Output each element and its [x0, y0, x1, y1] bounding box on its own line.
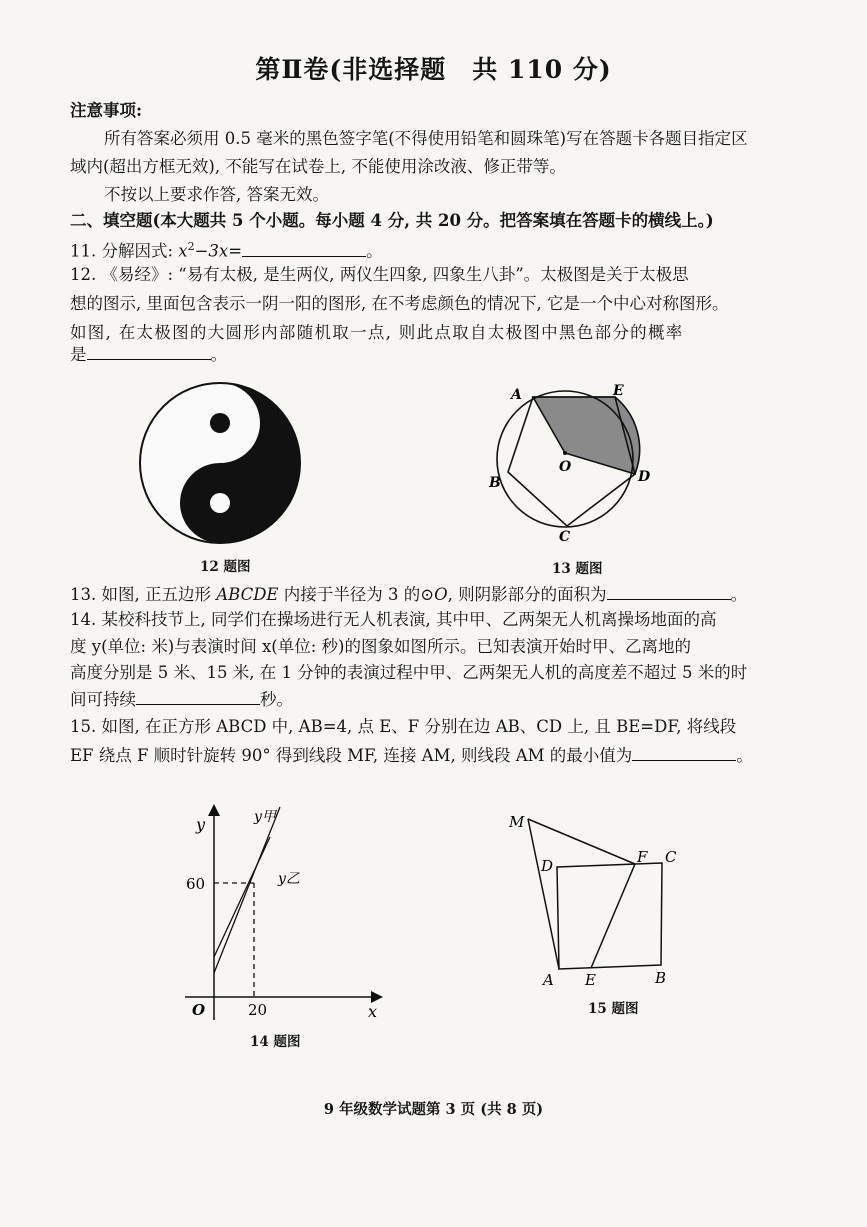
question-15-line-1: 15. 如图, 在正方形 ABCD 中, AB=4, 点 E、F 分别在边 AB、CD 上, 且 BE=DF, 将线段 — [70, 717, 737, 736]
answer-blank-14[interactable] — [136, 686, 260, 705]
page-title: 第Ⅱ卷(非选择题 共 110 分) — [255, 55, 612, 84]
label-o: O — [559, 459, 572, 475]
figure-13-pentagon — [485, 383, 655, 543]
square-abcd — [557, 863, 662, 969]
question-14-line-4: 间可持续 秒。 — [70, 686, 293, 713]
label-a: A — [543, 971, 554, 989]
label-d: D — [541, 857, 554, 875]
answer-blank-11[interactable] — [242, 238, 366, 257]
tick-label-20: 20 — [248, 1001, 268, 1019]
notice-line-2: 域内(超出方框无效), 不能写在试卷上, 不能使用涂改液、修正带等。 — [70, 157, 566, 176]
question-12-line-3: 如图, 在太极图的大圆形内部随机取一点, 则此点取自太极图中黑色部分的概率 — [70, 323, 684, 342]
notice-heading: 注意事项: — [70, 101, 143, 120]
question-13: 13. 如图, 正五边形 ABCDE 内接于半径为 3 的⊙O, 则阴影部分的面积为 。 — [70, 581, 747, 608]
label-d: D — [638, 469, 651, 485]
label-e: E — [585, 971, 596, 989]
label-y-axis: y — [196, 815, 206, 834]
label-f: F — [637, 848, 648, 866]
line-y-jia — [214, 807, 280, 973]
segment-ef — [591, 864, 635, 968]
page-footer: 9 年级数学试题第 3 页 (共 8 页) — [323, 1101, 544, 1118]
answer-blank-12[interactable] — [87, 341, 211, 360]
label-origin: O — [192, 1001, 206, 1019]
tick-label-60: 60 — [186, 875, 206, 893]
question-12-line-2: 想的图示, 里面包含表示一阴一阳的图形, 在不考虑颜色的情况下, 它是一个中心对称图形。 — [70, 294, 729, 313]
taiji-white-dot — [210, 493, 230, 513]
answer-blank-13[interactable] — [607, 581, 731, 600]
question-14-line-3: 高度分别是 5 米、15 米, 在 1 分钟的表演过程中甲、乙两架无人机的高度差不超过 5 米的时 — [70, 663, 748, 682]
figure-15-square — [505, 805, 690, 990]
shaded-region — [533, 397, 640, 474]
label-e: E — [613, 383, 624, 399]
question-11: 11. 分解因式: $x^2-3x=$ 。 — [70, 234, 383, 265]
label-b: B — [655, 969, 667, 987]
label-y-jia: y甲 — [254, 809, 276, 825]
label-y-yi: y乙 — [278, 871, 300, 887]
label-c: C — [665, 848, 677, 866]
question-12-line-1: 12. 《易经》: “易有太极, 是生两仪, 两仪生四象, 四象生八卦”。太极图是关于太极思 — [70, 265, 689, 284]
question-14-line-2: 度 y(单位: 米)与表演时间 x(单位: 秒)的图象如图所示。已知表演开始时甲、乙离地的 — [70, 637, 691, 656]
segment-am — [528, 819, 559, 969]
section-2-heading: 二、填空题(本大题共 5 个小题。每小题 4 分, 共 20 分。把答案填在答题卡的横线上。) — [70, 211, 714, 230]
figure-12-taiji — [135, 378, 305, 548]
center-point-o — [563, 451, 567, 455]
figure-15-caption: 15 题图 — [588, 1001, 639, 1017]
taiji-black-dot — [210, 413, 230, 433]
answer-blank-15[interactable] — [632, 742, 736, 761]
label-b: B — [489, 475, 501, 491]
figure-14-caption: 14 题图 — [250, 1034, 301, 1050]
label-c: C — [559, 529, 571, 543]
label-a: A — [511, 387, 522, 403]
figure-13-caption: 13 题图 — [552, 561, 603, 577]
figure-14-graph — [180, 795, 390, 1030]
line-y-yi — [214, 837, 270, 957]
label-m: M — [509, 813, 525, 831]
label-x-axis: x — [368, 1002, 378, 1021]
question-15-line-2: EF 绕点 F 顺时针旋转 90° 得到线段 MF, 连接 AM, 则线段 AM 的最小值为 。 — [70, 742, 753, 769]
question-14-line-1: 14. 某校科技节上, 同学们在操场进行无人机表演, 其中甲、乙两架无人机离操场地面的高 — [70, 610, 717, 629]
notice-line-1: 所有答案必须用 0.5 毫米的黑色签字笔(不得使用铅笔和圆珠笔)写在答题卡各题目指定区 — [104, 129, 748, 148]
notice-line-3: 不按以上要求作答, 答案无效。 — [104, 185, 329, 204]
figure-12-caption: 12 题图 — [200, 559, 251, 575]
question-12-line-4: 是 。 — [70, 341, 227, 368]
